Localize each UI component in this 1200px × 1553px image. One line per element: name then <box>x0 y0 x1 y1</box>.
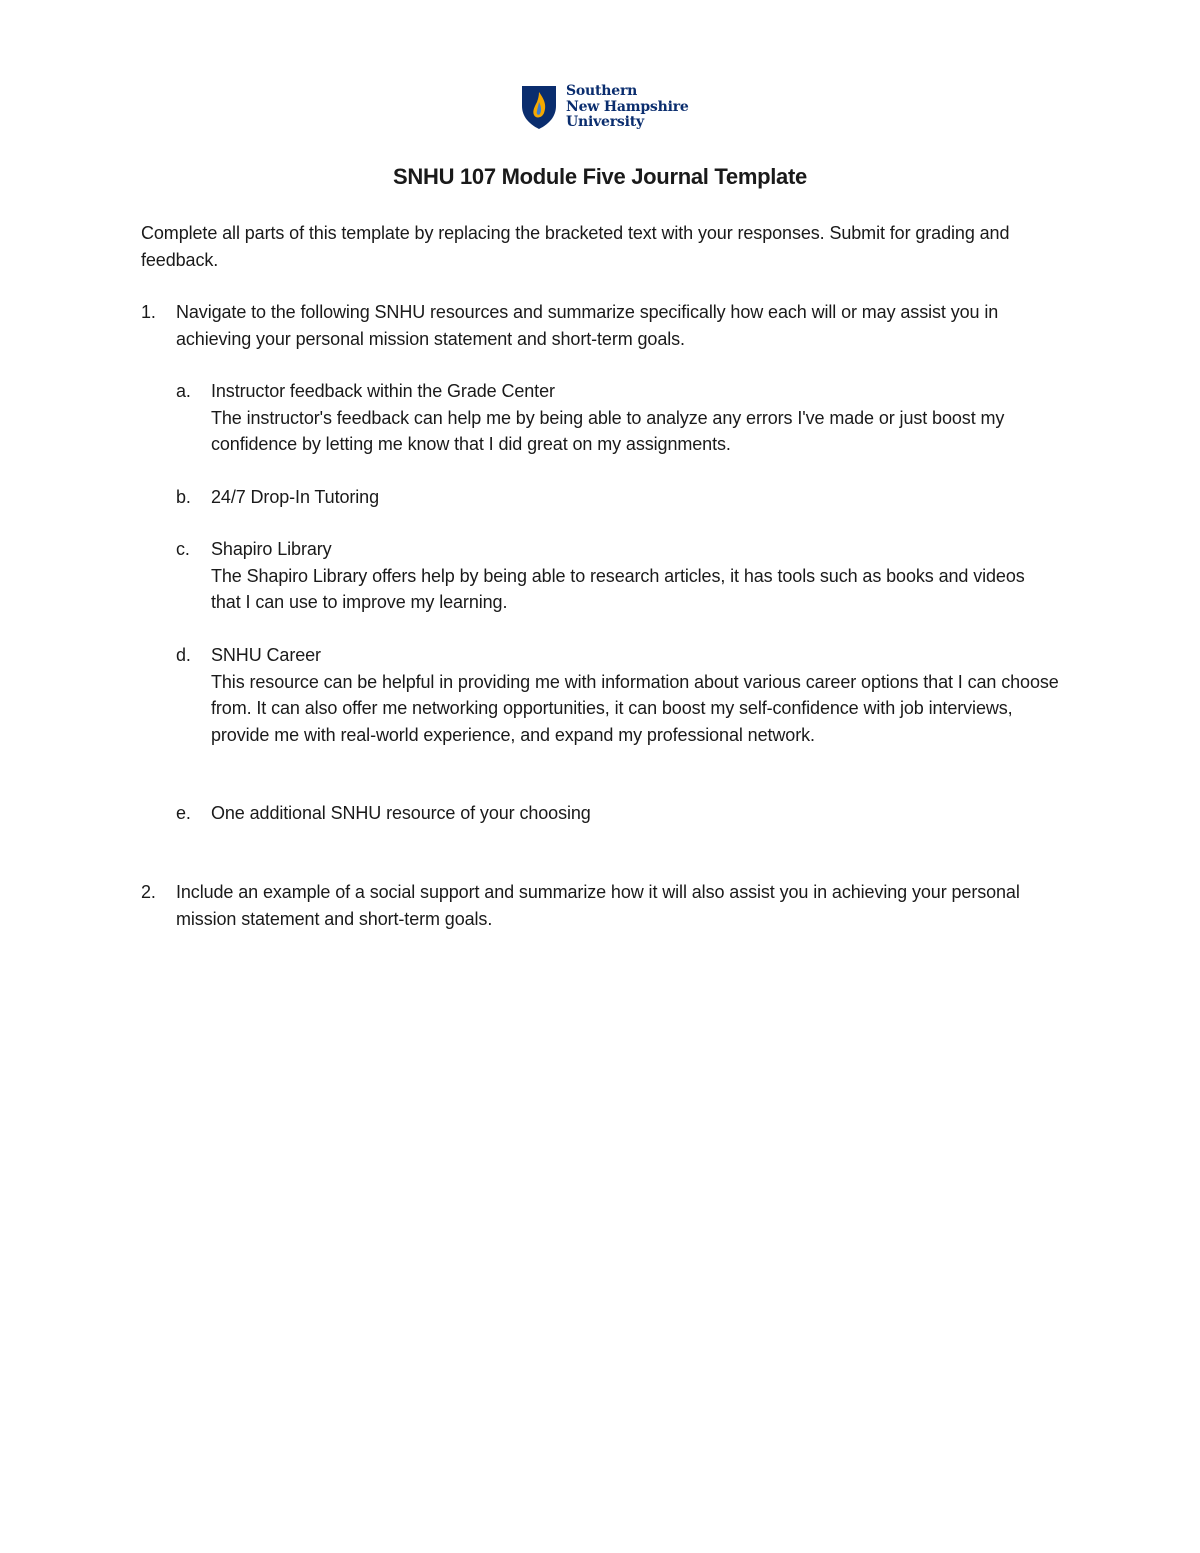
logo-wordmark <box>566 84 689 131</box>
item-letter: c. <box>176 539 190 559</box>
item-content <box>211 800 1071 827</box>
item-letter: b. <box>176 487 191 507</box>
item-heading: SNHU Career <box>211 645 321 665</box>
item-content <box>211 642 1071 748</box>
question-prompt: Include an example of a social support and summarize how it will also assist you in achieving your personal mission statement and short-term goals. <box>176 882 1020 929</box>
shield-flame-icon <box>520 84 558 130</box>
item-heading: One additional SNHU resource of your choosing <box>211 803 591 823</box>
item-content <box>211 484 1071 511</box>
question-prompt: Navigate to the following SNHU resources and summarize specifically how each will or may assist you in achieving your personal mission statement and short-term goals. <box>176 302 999 349</box>
question-number: 1. <box>141 302 156 322</box>
page-title: SNHU 107 Module Five Journal Template <box>393 164 807 189</box>
item-heading: Instructor feedback within the Grade Center <box>211 381 555 401</box>
snhu-logo <box>520 84 689 131</box>
item-content <box>211 378 1071 458</box>
item-letter: e. <box>176 803 191 823</box>
item-heading: 24/7 Drop-In Tutoring <box>211 487 379 507</box>
logo-line-2: New Hampshire <box>566 98 689 115</box>
question-number: 2. <box>141 882 156 902</box>
item-heading: Shapiro Library <box>211 539 332 559</box>
item-response[interactable]: This resource can be helpful in providing me with information about various career options that I can choose from. It can also offer me networking opportunities, it can boost my self-confidence with job interviews, provide me with real-world experience, and expand my professional network. <box>211 671 1059 745</box>
item-letter: d. <box>176 645 191 665</box>
item-letter: a. <box>176 381 191 401</box>
intro-paragraph: Complete all parts of this template by replacing the bracketed text with your responses. Submit for grading and feedback. <box>141 223 1010 270</box>
logo-line-3: University <box>566 114 644 130</box>
item-response[interactable]: The Shapiro Library offers help by being able to research articles, it has tools such as books and videos that I can use to improve my learning. <box>211 565 1025 612</box>
item-content <box>211 536 1071 616</box>
item-response[interactable]: The instructor's feedback can help me by being able to analyze any errors I've made or just boost my confidence by letting me know that I did great on my assignments. <box>211 407 1005 454</box>
logo-line-1: Southern <box>566 83 638 99</box>
